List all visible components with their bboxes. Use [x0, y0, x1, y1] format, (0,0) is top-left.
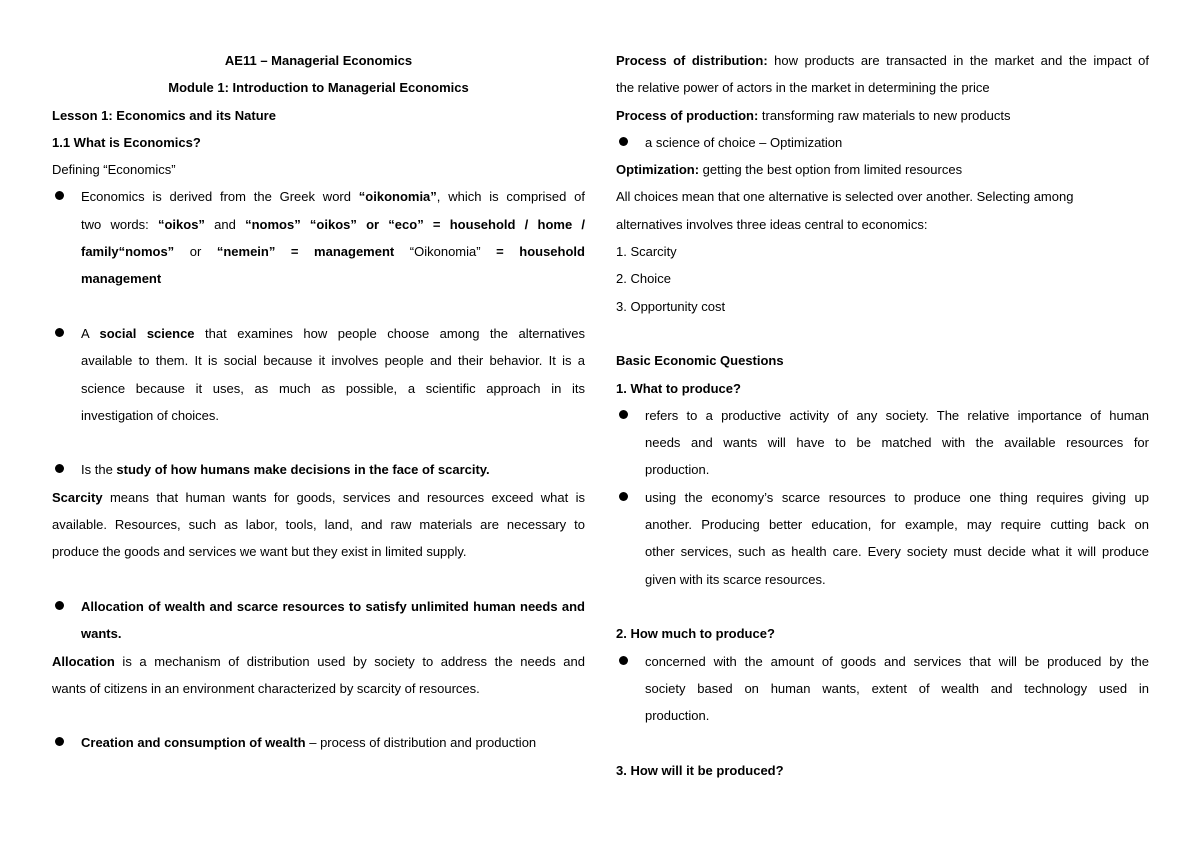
right-column — [616, 47, 1149, 784]
course-title: AE11 – Managerial Economics — [224, 53, 413, 68]
bullet-line: given with its scarce resources. — [645, 571, 826, 587]
bullet-dot — [619, 656, 628, 665]
bullet-line: investigation of choices. — [81, 407, 220, 423]
idea-item: 1. Scarcity — [616, 244, 677, 260]
idea-item: 3. Opportunity cost — [616, 298, 726, 314]
defining-heading: Defining “Economics” — [52, 162, 176, 178]
bullet-line: wants. — [81, 626, 122, 642]
bullet-dot — [55, 737, 64, 746]
bullet-line: Creation and consumption of wealth – process of distribution and production — [81, 735, 537, 751]
bullet-dot — [619, 492, 628, 501]
bullet-dot — [55, 464, 64, 473]
bullet-line: family“nomos” or “nemein” = management “Oikonomia” = household — [81, 244, 585, 260]
bullet-line: production. — [645, 462, 710, 478]
bullet-q2-amount — [616, 648, 1149, 730]
choices-line-1: All choices mean that one alternative is selected over another. Selecting among — [616, 189, 1074, 205]
bullet-line: available to them. It is social because it involves people and their behavior. It is a — [81, 353, 585, 369]
optimization-paragraph: Optimization: getting the best option from limited resources — [616, 162, 963, 178]
bullet-line: two words: “oikos” and “nomos” “oikos” or “eco” = household / home / — [81, 216, 585, 232]
bullet-q1-productive — [616, 402, 1149, 484]
bullet-social-science — [52, 320, 585, 429]
bullet-line: production. — [645, 708, 710, 724]
bullet-line: Economics is derived from the Greek word “oikonomia”, which is comprised of — [81, 189, 585, 205]
bullet-line: using the economy’s scarce resources to produce one thing requires giving up — [645, 489, 1149, 505]
question-2-heading: 2. How much to produce? — [616, 626, 775, 642]
bullet-line: society based on human wants, extent of wealth and technology used in — [645, 680, 1149, 696]
bullet-dot — [55, 328, 64, 337]
bullet-creation — [52, 729, 585, 756]
bullet-dot — [619, 137, 628, 146]
bullet-dot — [619, 410, 628, 419]
bullet-line: Is the study of how humans make decisions in the face of scarcity. — [81, 462, 490, 478]
left-column — [52, 47, 585, 757]
choices-line-2: alternatives involves three ideas central to economics: — [616, 216, 928, 232]
bullet-line: concerned with the amount of goods and services that will be produced by the — [645, 653, 1149, 669]
bullet-study — [52, 456, 585, 483]
bullet-choice — [616, 129, 1149, 156]
distribution-paragraph: Process of distribution: how products are transacted in the market and the impact of the relative power of actors in the market in determining the price — [616, 53, 1149, 96]
basic-questions-heading: Basic Economic Questions — [616, 353, 784, 369]
section-heading: 1.1 What is Economics? — [52, 134, 201, 150]
allocation-paragraph: Allocation is a mechanism of distribution used by society to address the needs and wants of citizens in an environment characterized by scarcity of resources. — [52, 653, 585, 696]
bullet-line: another. Producing better education, for example, may require cutting back on — [645, 517, 1149, 533]
idea-item: 2. Choice — [616, 271, 671, 287]
bullet-dot — [55, 191, 64, 200]
module-title: Module 1: Introduction to Managerial Economics — [168, 80, 469, 96]
bullet-line: science because it uses, as much as possible, a scientific approach in its — [81, 380, 585, 396]
bullet-etymology — [52, 183, 585, 292]
bullet-allocation — [52, 593, 585, 648]
bullet-line: other services, such as health care. Every society must decide what it will produce — [645, 544, 1149, 560]
scarcity-paragraph: Scarcity means that human wants for goods, services and resources exceed what is available. Resources, such as labor, tools, land, and raw materials are necessary to produce the goods and services we want but they exist in limited supply. — [52, 489, 585, 560]
lesson-title: Lesson 1: Economics and its Nature — [52, 107, 276, 123]
question-3-heading: 3. How will it be produced? — [616, 762, 784, 778]
bullet-q1-scarce — [616, 484, 1149, 593]
bullet-line: refers to a productive activity of any society. The relative importance of human — [645, 407, 1149, 423]
bullet-dot — [55, 601, 64, 610]
bullet-line: needs and wants will have to be matched with the available resources for — [645, 435, 1149, 451]
bullet-line: management — [81, 271, 162, 287]
bullet-line: Allocation of wealth and scarce resources to satisfy unlimited human needs and — [81, 598, 585, 614]
bullet-line: a science of choice – Optimization — [645, 134, 843, 150]
question-1-heading: 1. What to produce? — [616, 380, 741, 396]
bullet-line: A social science that examines how people choose among the alternatives — [81, 325, 585, 341]
production-paragraph: Process of production: transforming raw materials to new products — [616, 107, 1011, 123]
